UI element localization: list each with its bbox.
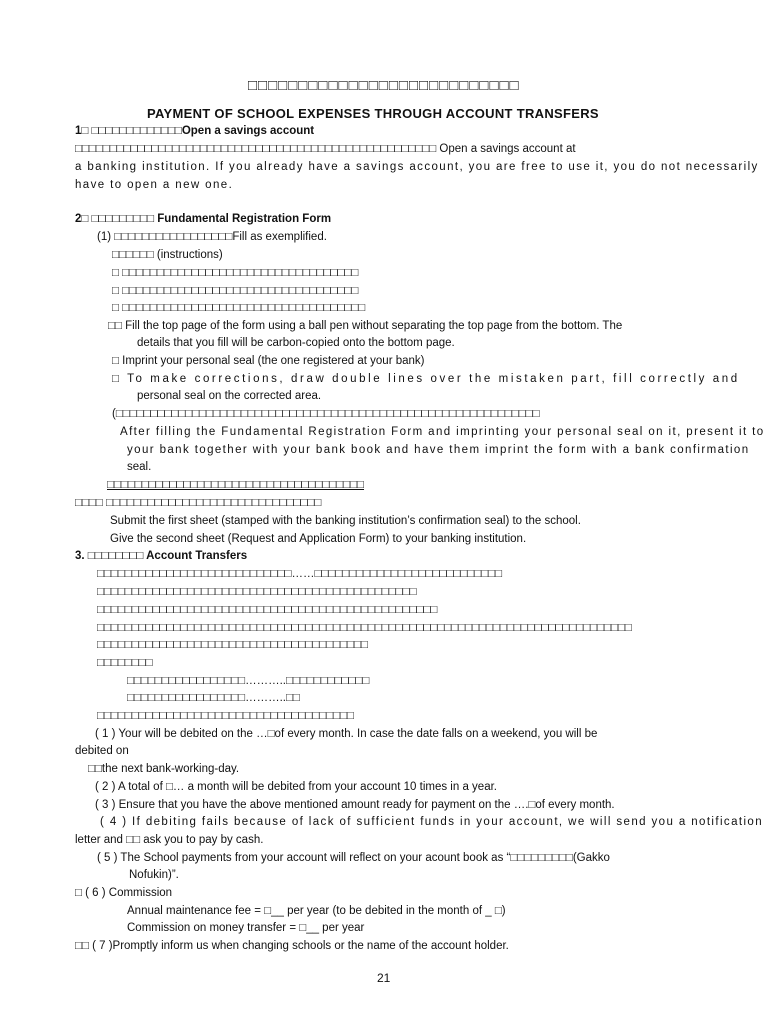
instruction-en-2: □ Imprint your personal seal (the one registered at your bank) (112, 355, 425, 367)
transfer-jp-9: □□□□□□□□□□□□□□□□□□□□□□□□□□□□□□□□□□□□□ (97, 710, 355, 722)
section-2-item-1: (1) □□□□□□□□□□□□□□□□□Fill as exemplified. (97, 231, 327, 243)
submit-sheets-en-2: Give the second sheet (Request and Application Form) to your banking institution. (110, 533, 527, 545)
instruction-jp-1: □ □□□□□□□□□□□□□□□□□□□□□□□□□□□□□□□□□□ (112, 267, 359, 279)
present-form-en-1: After filling the Fundamental Registration Form and imprinting your personal seal on it, present it to (120, 426, 765, 438)
section-1-line-3: have to open a new one. (75, 179, 234, 191)
transfer-item-1a: ( 1 ) Your will be debited on the …□of every month. In case the date falls on a weekend, you will be (95, 728, 598, 740)
submit-sheets-en-1: Submit the first sheet (stamped with the banking institution’s confirmation seal) to the school. (110, 515, 581, 527)
transfer-jp-8: □□□□□□□□□□□□□□□□□………..□□ (127, 692, 300, 704)
page-number: 21 (377, 971, 391, 985)
transfer-item-2: ( 2 ) A total of □… a month will be debited from your account 10 times in a year. (95, 781, 497, 793)
transfer-jp-7: □□□□□□□□□□□□□□□□□………..□□□□□□□□□□□□ (127, 675, 370, 687)
transfer-item-4a: ( 4 ) If debiting fails because of lack of sufficient funds in your account, we will send you a notification (100, 816, 764, 828)
underlined-note-jp: □□□□□□□□□□□□□□□□□□□□□□□□□□□□□□□□□□□□□ (107, 479, 365, 491)
transfer-jp-6: □□□□□□□□ (97, 657, 153, 669)
present-form-jp: (□□□□□□□□□□□□□□□□□□□□□□□□□□□□□□□□□□□□□□□□□□□□□□□□□□□□□□□□□□□□□ (112, 408, 540, 420)
commission-line: Commission on money transfer = □__ per year (127, 922, 365, 934)
transfer-item-1c: □□the next bank-working-day. (88, 763, 240, 775)
instruction-jp-2: □ □□□□□□□□□□□□□□□□□□□□□□□□□□□□□□□□□□ (112, 285, 359, 297)
instruction-jp-3: □ □□□□□□□□□□□□□□□□□□□□□□□□□□□□□□□□□□□ (112, 302, 366, 314)
title-japanese: □□□□□□□□□□□□□□□□□□□□□□□□□□□ (248, 77, 520, 94)
transfer-item-4b: letter and □□ ask you to pay by cash. (75, 834, 264, 846)
title-english: PAYMENT OF SCHOOL EXPENSES THROUGH ACCOUNT TRANSFERS (147, 106, 599, 121)
instructions-label: □□□□□□ (instructions) (112, 249, 223, 261)
instruction-en-1b: details that you fill will be carbon-copied onto the bottom page. (137, 337, 455, 349)
transfer-jp-4: □□□□□□□□□□□□□□□□□□□□□□□□□□□□□□□□□□□□□□□□□□□□□□□□□□□□□□□□□□□□□□□□□□□□□□□□□□□□□ (97, 622, 632, 634)
transfer-item-7: □□ ( 7 )Promptly inform us when changing schools or the name of the account holder. (75, 940, 509, 952)
transfer-item-5a: ( 5 ) The School payments from your account will reflect on your acount book as “□□□□□□□□□(Gakko (97, 852, 610, 864)
transfer-item-1b: debited on (75, 745, 129, 757)
section-1-line-1: □□□□□□□□□□□□□□□□□□□□□□□□□□□□□□□□□□□□□□□□□□□□□□□□□□□□ Open a savings account at (75, 143, 576, 155)
present-form-en-3: seal. (127, 461, 152, 473)
present-form-en-2: your bank together with your bank book and have them imprint the form with a bank confirmation (127, 444, 750, 456)
transfer-item-6: □ ( 6 ) Commission (75, 887, 173, 899)
instruction-en-3b: personal seal on the corrected area. (137, 390, 322, 402)
transfer-item-5b: Nofukin)”. (129, 869, 179, 881)
section-3-heading: 3. □□□□□□□□ Account Transfers (75, 550, 248, 562)
section-1-heading: 1□ □□□□□□□□□□□□□Open a savings account (75, 125, 315, 137)
transfer-jp-2: □□□□□□□□□□□□□□□□□□□□□□□□□□□□□□□□□□□□□□□□□□□□□□ (97, 586, 417, 598)
annual-fee-line: Annual maintenance fee = □__ per year (to be debited in the month of _ □) (127, 905, 506, 917)
submit-sheets-jp: □□□□ □□□□□□□□□□□□□□□□□□□□□□□□□□□□□□□ (75, 497, 322, 509)
instruction-en-3a: □ To make corrections, draw double lines over the mistaken part, fill correctly and (112, 373, 740, 385)
section-1-line-2: a banking institution. If you already have a savings account, you are free to use it, you do not necessarily (75, 161, 759, 173)
transfer-jp-3: □□□□□□□□□□□□□□□□□□□□□□□□□□□□□□□□□□□□□□□□□□□□□□□□□ (97, 604, 438, 616)
transfer-item-3: ( 3 ) Ensure that you have the above mentioned amount ready for payment on the ….□of every month. (95, 799, 615, 811)
section-2-heading: 2□ □□□□□□□□□ Fundamental Registration Form (75, 213, 332, 225)
transfer-jp-5: □□□□□□□□□□□□□□□□□□□□□□□□□□□□□□□□□□□□□□□ (97, 639, 368, 651)
transfer-jp-1: □□□□□□□□□□□□□□□□□□□□□□□□□□□□……□□□□□□□□□□□□□□□□□□□□□□□□□□□ (97, 568, 503, 580)
instruction-en-1a: □□ Fill the top page of the form using a ball pen without separating the top page from the bottom. The (108, 320, 623, 332)
